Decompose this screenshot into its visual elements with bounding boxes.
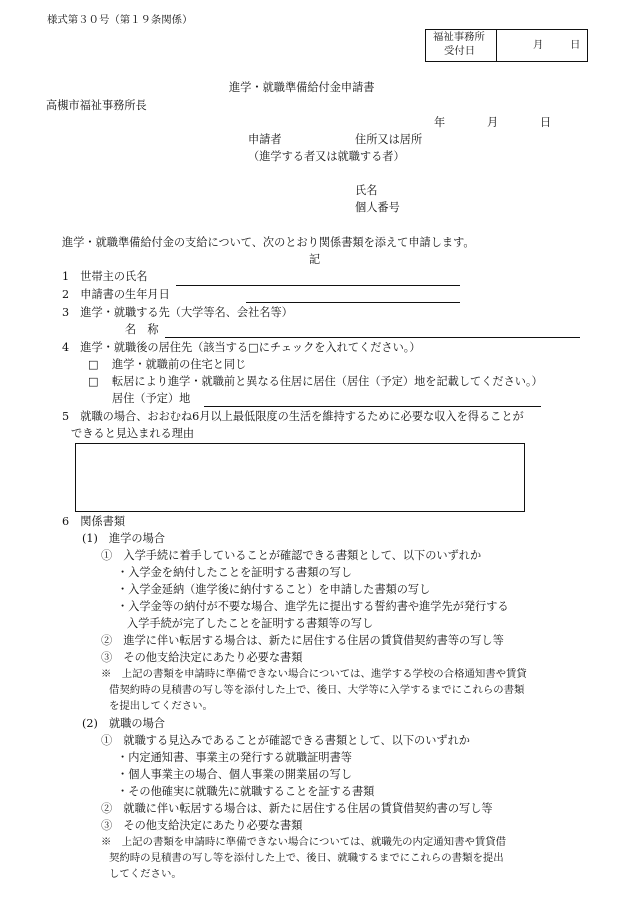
section-2-b1: ・内定通知書、事業主の発行する就職証明書等 (117, 751, 352, 764)
residence-place-label: 居住（予定）地 (112, 392, 191, 405)
birth-date-line[interactable] (246, 302, 460, 303)
section-1-b1: ・入学金を納付したことを証明する書類の写し (117, 566, 352, 579)
destination-name-line[interactable] (165, 337, 580, 338)
section-1-b3-cont: 入学手続が完了したことを証明する書類等の写し (127, 617, 374, 630)
applicant-label: 申請者 (248, 133, 282, 146)
receipt-day: 日 (570, 39, 581, 51)
section-2-b2: ・個人事業主の場合、個人事業の開業届の写し (117, 768, 352, 781)
residence-place-line[interactable] (204, 406, 541, 407)
section-2-note-3: してください。 (109, 868, 182, 880)
section-1-note-3: を提出してください。 (109, 700, 213, 712)
section-2-note-2: 契約時の見積書の写し等を添付した上で、後日、就職するまでにこれらの書類を提出 (109, 852, 504, 864)
id-number-label: 個人番号 (355, 201, 400, 214)
item-6-label: 6 関係書類 (62, 515, 126, 528)
page-title: 進学・就職準備給付金申請書 (229, 81, 375, 94)
householder-name-line[interactable] (176, 285, 460, 286)
applicant-note: （進学する者又は就職する者） (248, 150, 405, 163)
checkbox-same-residence[interactable]: □ (88, 358, 99, 371)
income-reason-textarea[interactable] (75, 443, 525, 512)
item-2-label: 2 申請書の生年月日 (62, 288, 170, 301)
section-2-b3: ・その他確実に就職先に就職することを証する書類 (117, 785, 375, 798)
item-5-label: 5 就職の場合、おおむね6月以上最低限度の生活を維持するために必要な収入を得ることが (62, 410, 524, 423)
item-3-label: 3 進学・就職する先（大学等名、会社名等） (62, 306, 293, 319)
section-1-b3: ・入学金等の納付が不要な場合、進学先に提出する誓約書や進学先が発行する (117, 600, 509, 613)
section-2-note: ※ 上記の書類を申請時に準備できない場合については、就職先の内定通知書や賃貸借 (101, 836, 507, 848)
destination-name-label: 名 称 (125, 323, 159, 336)
date-month: 月 (487, 116, 499, 129)
section-1-note: ※ 上記の書類を申請時に準備できない場合については、進学する学校の合格通知書や賃貸 (101, 668, 527, 680)
option-new-residence: 転居により進学・就職前と異なる住居に居住（居住（予定）地を記載してください。） (112, 375, 543, 388)
section-1-title: (1) 進学の場合 (82, 532, 165, 545)
name-label: 氏名 (355, 184, 378, 197)
option-same-residence: 進学・就職前の住宅と同じ (112, 358, 247, 371)
address-label: 住所又は居所 (355, 133, 423, 146)
section-1-c2: ② 進学に伴い転居する場合は、新たに居住する住居の賃貸借契約書等の写し等 (101, 634, 504, 647)
section-1-note-2: 借契約時の見積書の写し等を添付した上で、後日、大学等に入学するまでにこれらの書類 (109, 684, 525, 696)
item-4-label: 4 進学・就職後の居住先（該当する□にチェックを入れてください。） (62, 341, 421, 354)
addressee: 高槻市福祉事務所長 (46, 99, 147, 112)
section-2-title: (2) 就職の場合 (82, 717, 165, 730)
item-5-label-2: できると見込まれる理由 (71, 427, 195, 440)
section-2-c1: ① 就職する見込みであることが確認できる書類として、以下のいずれか (101, 734, 470, 747)
receipt-month: 月 (533, 39, 544, 51)
item-1-label: 1 世帯主の氏名 (62, 270, 148, 283)
receipt-label-2: 受付日 (444, 45, 476, 57)
date-day: 日 (540, 116, 552, 129)
receipt-divider (496, 29, 497, 62)
receipt-label-1: 福祉事務所 (433, 31, 485, 43)
section-1-b2: ・入学金延納（進学後に納付すること）を申請した書類の写し (117, 583, 431, 596)
section-1-c3: ③ その他支給決定にあたり必要な書類 (101, 651, 303, 664)
form-number: 様式第３０号（第１９条関係） (47, 14, 193, 26)
section-2-c2: ② 就職に伴い転居する場合は、新たに居住する住居の賃貸借契約書の写し等 (101, 802, 493, 815)
checkbox-new-residence[interactable]: □ (88, 375, 99, 388)
section-2-c3: ③ その他支給決定にあたり必要な書類 (101, 819, 303, 832)
intro-text: 進学・就職準備給付金の支給について、次のとおり関係書類を添えて申請します。 (62, 236, 475, 249)
ki-mark: 記 (309, 253, 321, 266)
section-1-c1: ① 入学手続に着手していることが確認できる書類として、以下のいずれか (101, 549, 482, 562)
date-year: 年 (434, 116, 446, 129)
